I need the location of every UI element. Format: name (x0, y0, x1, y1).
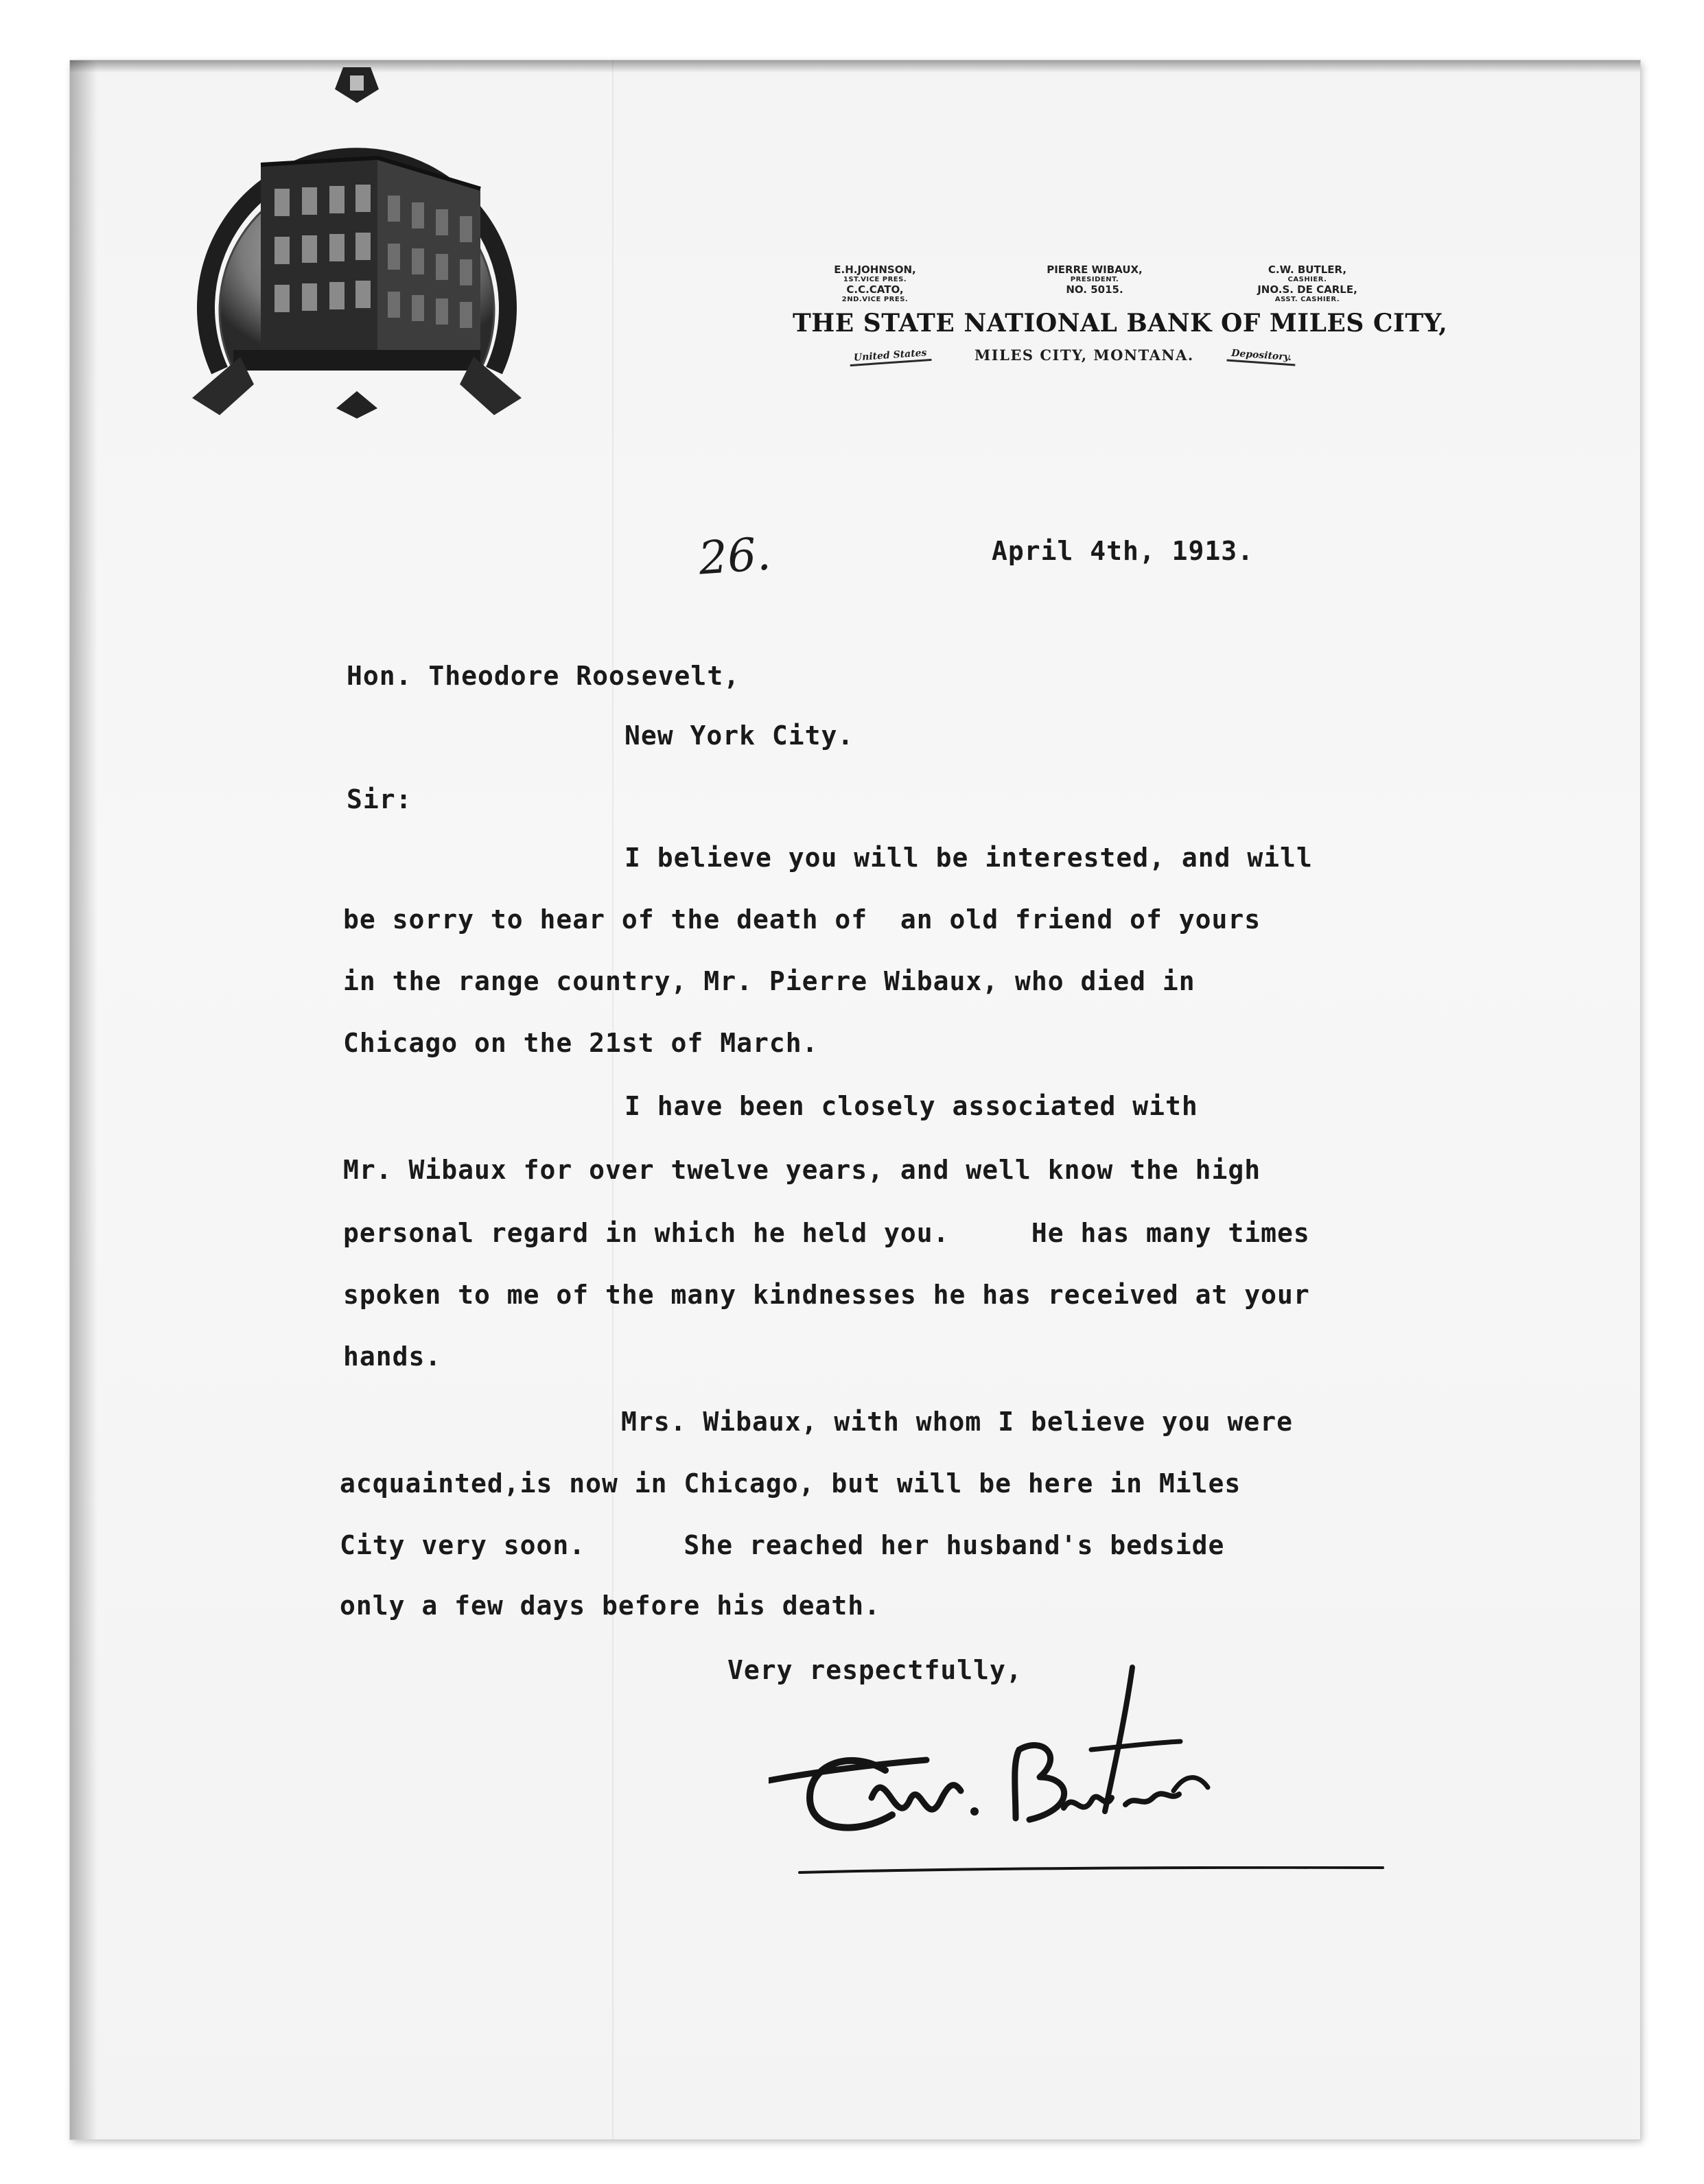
officer-name: E.H.JOHNSON, (834, 263, 916, 276)
handwritten-signature (769, 1660, 1441, 1880)
body-line: I have been closely associated with (625, 1091, 1198, 1121)
letter-date: April 4th, 1913. (992, 536, 1254, 566)
charter-number: NO. 5015. (1066, 283, 1123, 296)
body-line: I believe you will be interested, and will (625, 843, 1313, 873)
body-line: acquainted,is now in Chicago, but will be here in Miles (340, 1468, 1241, 1499)
recipient-city: New York City. (625, 720, 854, 751)
handwritten-doc-number: 26. (697, 527, 773, 585)
salutation: Sir: (347, 784, 412, 814)
officer-name: C.C.CATO, (846, 283, 904, 296)
closing: Very respectfully, (727, 1655, 1023, 1685)
body-line: hands. (343, 1341, 442, 1372)
officer-title: CASHIER. (1287, 276, 1327, 284)
body-line: personal regard in which he held you. He has many times (343, 1218, 1310, 1248)
body-line: City very soon. She reached her husband's bedside (340, 1530, 1225, 1560)
bank-name: THE STATE NATIONAL BANK OF MILES CITY, (793, 309, 1448, 338)
bank-building-emblem (178, 62, 535, 419)
officer-title: 2ND.VICE PRES. (841, 296, 909, 303)
body-line: be sorry to hear of the death of an old friend of yours (343, 904, 1261, 935)
officer-name: C.W. BUTLER, (1268, 263, 1347, 276)
ribbon-depository: Depository. (1226, 348, 1296, 366)
officer-cashiers (1228, 264, 1386, 304)
signature-underline (796, 1866, 1386, 1875)
ribbon-united-states: United States (849, 347, 931, 366)
officer-title: PRESIDENT. (1070, 276, 1119, 284)
bank-location: MILES CITY, MONTANA. (974, 347, 1194, 364)
officer-name: JNO.S. DE CARLE, (1257, 283, 1357, 296)
body-line: in the range country, Mr. Pierre Wibaux, who died in (343, 966, 1195, 996)
body-line: Mr. Wibaux for over twelve years, and well know the high (343, 1155, 1261, 1185)
officer-title: ASST. CASHIER. (1274, 296, 1340, 303)
recipient-name: Hon. Theodore Roosevelt, (347, 661, 740, 691)
body-line: only a few days before his death. (340, 1590, 880, 1621)
fold-line (612, 60, 614, 2139)
body-line: Mrs. Wibaux, with whom I believe you were (621, 1407, 1293, 1437)
sheet-edge-shadow (70, 60, 97, 2139)
officer-name: PIERRE WIBAUX, (1047, 263, 1143, 276)
officer-president (1019, 264, 1170, 296)
officer-title: 1ST.VICE PRES. (843, 276, 907, 284)
officer-vice-presidents (806, 264, 944, 304)
body-line: Chicago on the 21st of March. (343, 1028, 819, 1058)
body-line: spoken to me of the many kindnesses he has received at your (343, 1280, 1310, 1310)
